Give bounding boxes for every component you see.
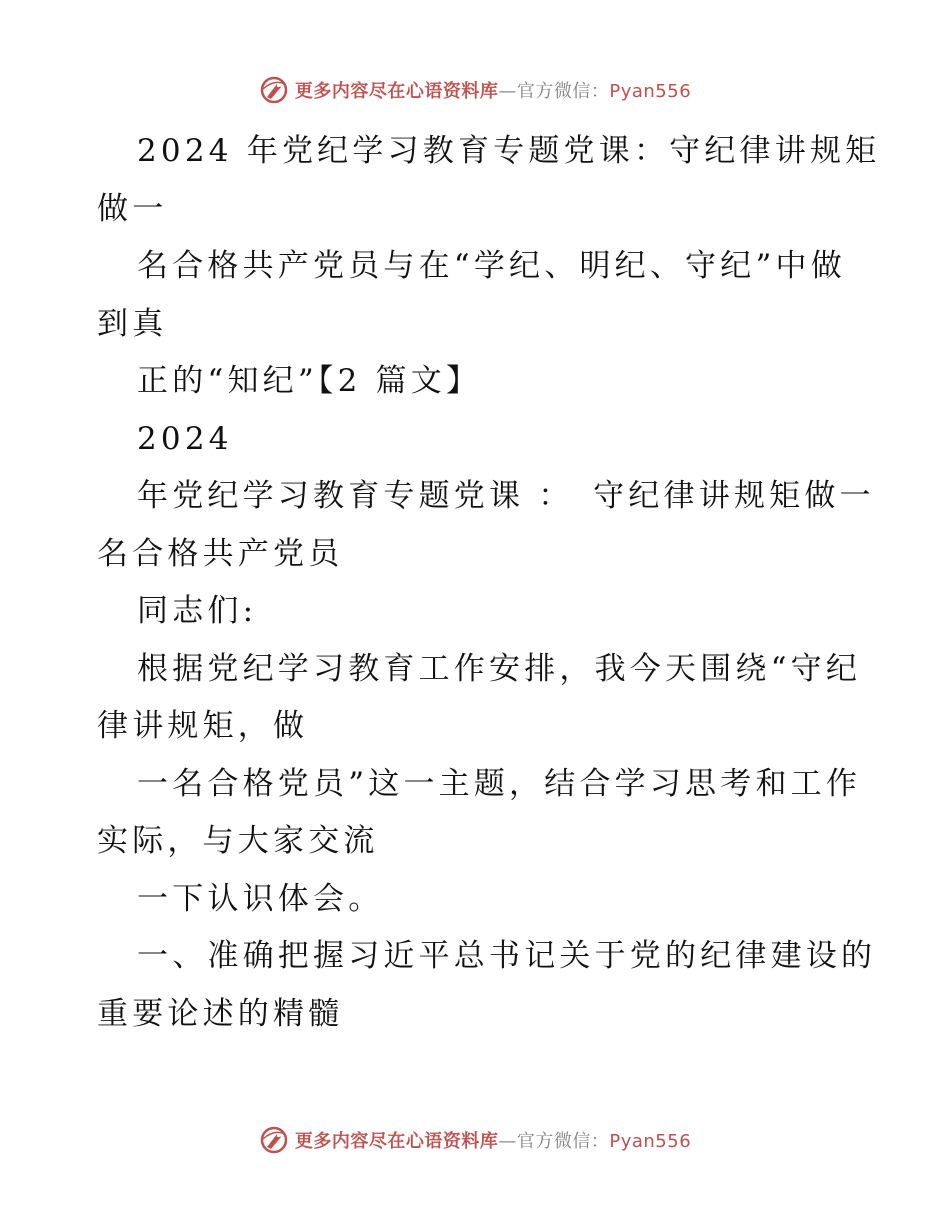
doc-line: 同志们: (137, 593, 258, 629)
doc-line: 名合格共产党员 (97, 535, 344, 572)
doc-line: 重要论述的精髓 (97, 995, 344, 1032)
doc-line: 做一 (97, 190, 168, 227)
header-banner (0, 70, 950, 110)
banner-brand: 更多内容尽在心语资料库 (294, 1131, 499, 1152)
pen-nib-logo-icon (259, 1125, 289, 1155)
doc-line: 根据党纪学习教育工作安排，我今天围绕“守纪 (137, 650, 862, 687)
banner-wechat-label: 官方微信： (516, 1131, 610, 1152)
doc-line: 一名合格党员”这一主题，结合学习思考和工作 (137, 765, 862, 802)
doc-line: 年党纪学习教育专题党课 ： 守纪律讲规矩做一 (137, 478, 875, 514)
banner-brand: 更多内容尽在心语资料库 (294, 81, 499, 102)
banner-separator: — (498, 1131, 517, 1152)
banner-separator: — (498, 81, 517, 102)
banner-wechat-label: 官方微信： (516, 81, 610, 102)
doc-line: 2024 (137, 420, 233, 457)
footer-banner (0, 1120, 950, 1160)
doc-line: 律讲规矩，做 (97, 708, 309, 744)
pen-nib-logo-icon (259, 75, 289, 105)
doc-line: 正的“知纪”【2 篇文】 (137, 363, 482, 399)
banner-wechat-id: Pyan556 (609, 1131, 692, 1152)
doc-line: 一下认识体会。 (137, 880, 384, 917)
doc-line: 实际，与大家交流 (97, 823, 379, 859)
document-body (97, 123, 881, 1043)
doc-line: 2024 年党纪学习教育专题党课：守纪律讲规矩 (137, 133, 881, 169)
doc-line: 一、准确把握习近平总书记关于党的纪律建设的 (137, 938, 877, 974)
doc-line: 到真 (97, 305, 168, 342)
footer-banner-text (295, 1127, 691, 1153)
doc-line: 名合格共产党员与在“学纪、明纪、守纪”中做 (137, 248, 846, 284)
banner-wechat-id: Pyan556 (609, 81, 692, 102)
header-banner-text (295, 77, 691, 103)
footer-banner-content (259, 1125, 691, 1155)
header-banner-content (259, 75, 691, 105)
